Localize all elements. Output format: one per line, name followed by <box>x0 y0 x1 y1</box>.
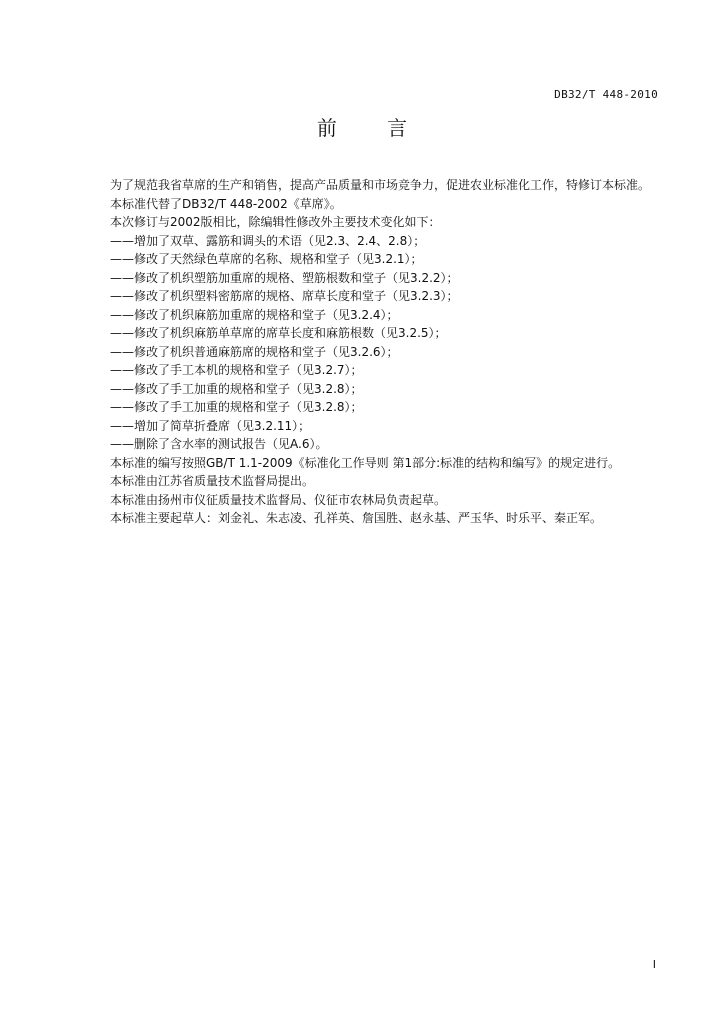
list-item: ——修改了天然绿色草席的名称、规格和堂子（见3.2.1）； <box>110 252 423 266</box>
list-item: ——修改了机织麻筋加重席的规格和堂子（见3.2.4）； <box>110 307 399 322</box>
standard-code: DB32/T 448-2010 <box>554 88 658 101</box>
drafter-org-paragraph: 本标准由扬州市仪征质量技术监督局、仪征市农林局负责起草。 <box>110 492 447 507</box>
replaces-paragraph: 本标准代替了DB32/T 448-2002《草席》。 <box>110 196 342 211</box>
changes-list <box>86 232 661 454</box>
list-item: ——修改了机织塑料密筋席的规格、席草长度和堂子（见3.2.3）； <box>110 289 459 303</box>
changes-intro-paragraph: 本次修订与2002版相比，除编辑性修改外主要技术变化如下： <box>110 215 441 229</box>
proposer-paragraph: 本标准由江苏省质量技术监督局提出。 <box>110 474 315 488</box>
list-item: ——修改了机织塑筋加重席的规格、塑筋根数和堂子（见3.2.2）； <box>110 270 459 285</box>
list-item: ——增加了简草折叠席（见3.2.11）； <box>110 418 311 433</box>
purpose-paragraph: 为了规范我省草席的生产和销售，提高产品质量和市场竞争力，促进农业标准化工作，特修订本标准。 <box>110 178 651 192</box>
list-item: ——修改了机织麻筋单草席的席草长度和麻筋根数（见3.2.5）； <box>110 326 447 340</box>
page-number: I <box>652 958 656 971</box>
foreword-body <box>86 176 661 528</box>
list-item: ——修改了手工加重的规格和堂子（见3.2.8）； <box>110 400 363 414</box>
drafting-rule-paragraph: 本标准的编写按照GB/T 1.1-2009《标准化工作导则 第1部分:标准的结构和编写》的规定进行。 <box>110 455 621 470</box>
list-item: ——增加了双草、露筋和调头的术语（见2.3、2.4、2.8）； <box>110 233 426 248</box>
list-item: ——修改了机织普通麻筋席的规格和堂子（见3.2.6）； <box>110 344 399 359</box>
page-title: 前 言 <box>316 116 430 140</box>
list-item: ——修改了手工加重的规格和堂子（见3.2.8）； <box>110 381 363 396</box>
list-item: ——修改了手工本机的规格和堂子（见3.2.7）； <box>110 363 363 377</box>
list-item: ——删除了含水率的测试报告（见A.6）。 <box>110 437 328 451</box>
drafters-paragraph: 本标准主要起草人：刘金礼、朱志凌、孔祥英、詹国胜、赵永基、严玉华、时乐平、秦正军。 <box>110 511 603 525</box>
